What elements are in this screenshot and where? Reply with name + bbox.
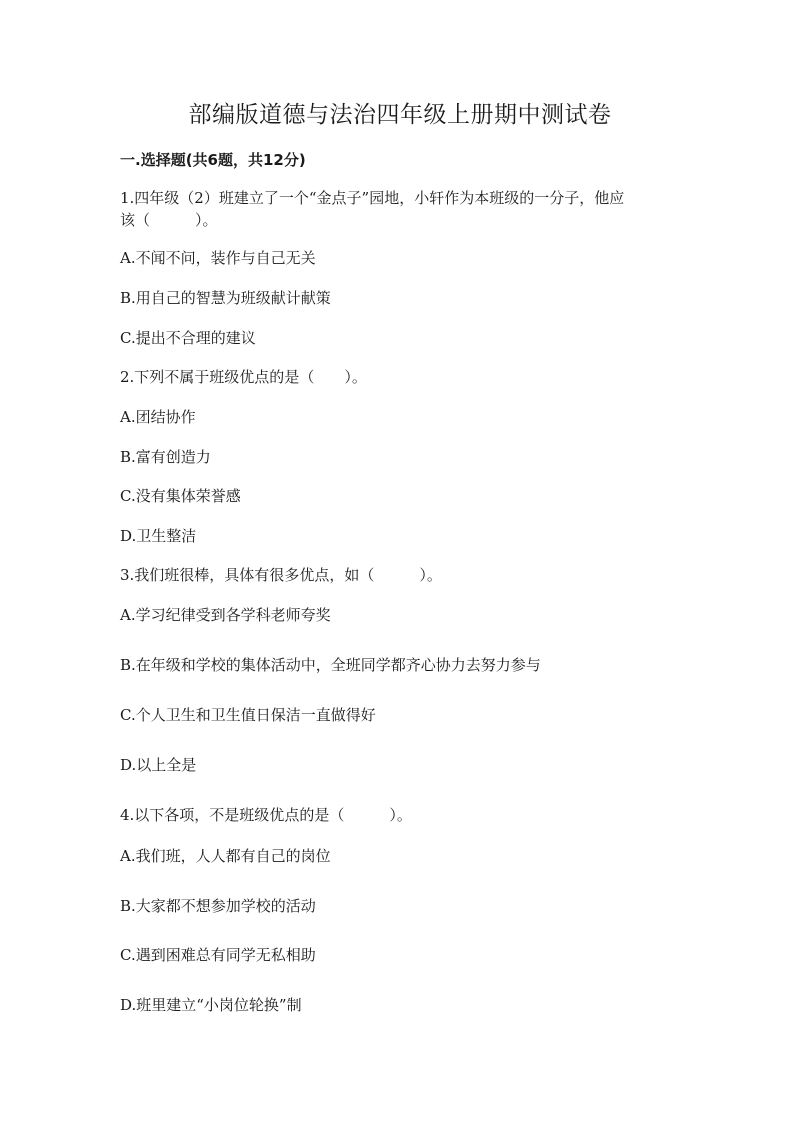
question-2-option-a: A.团结协作 [120, 408, 196, 426]
question-3-option-d: D.以上全是 [120, 756, 197, 774]
question-1-option-b: B.用自己的智慧为班级献计献策 [120, 289, 331, 307]
question-4-option-c: C.遇到困难总有同学无私相助 [120, 946, 316, 964]
question-1-stem-line1: 1.四年级（2）班建立了一个“金点子”园地，小轩作为本班级的一分子，他应 [120, 189, 625, 207]
page-title: 部编版道德与法治四年级上册期中测试卷 [188, 102, 612, 128]
question-2-stem: 2.下列不属于班级优点的是（ ）。 [120, 368, 367, 386]
question-3-option-c: C.个人卫生和卫生值日保洁一直做得好 [120, 706, 376, 724]
question-2-option-c: C.没有集体荣誉感 [120, 487, 241, 505]
question-4-option-b: B.大家都不想参加学校的活动 [120, 897, 316, 915]
question-2-option-d: D.卫生整洁 [120, 527, 197, 545]
question-1-option-c: C.提出不合理的建议 [120, 329, 256, 347]
question-4-option-a: A.我们班，人人都有自己的岗位 [120, 847, 331, 865]
question-1-stem-line2: 该（ ）。 [120, 211, 218, 229]
question-3-option-b: B.在年级和学校的集体活动中，全班同学都齐心协力去努力参与 [120, 656, 541, 674]
section-heading: 一.选择题(共6题，共12分) [120, 151, 306, 169]
question-1-option-a: A.不闻不问，装作与自己无关 [120, 249, 316, 267]
question-4-option-d: D.班里建立“小岗位轮换”制 [120, 996, 302, 1014]
question-4-stem: 4.以下各项，不是班级优点的是（ ）。 [120, 806, 412, 824]
question-3-option-a: A.学习纪律受到各学科老师夸奖 [120, 606, 331, 624]
question-2-option-b: B.富有创造力 [120, 448, 211, 466]
question-3-stem: 3.我们班很棒，具体有很多优点，如（ ）。 [120, 566, 442, 584]
